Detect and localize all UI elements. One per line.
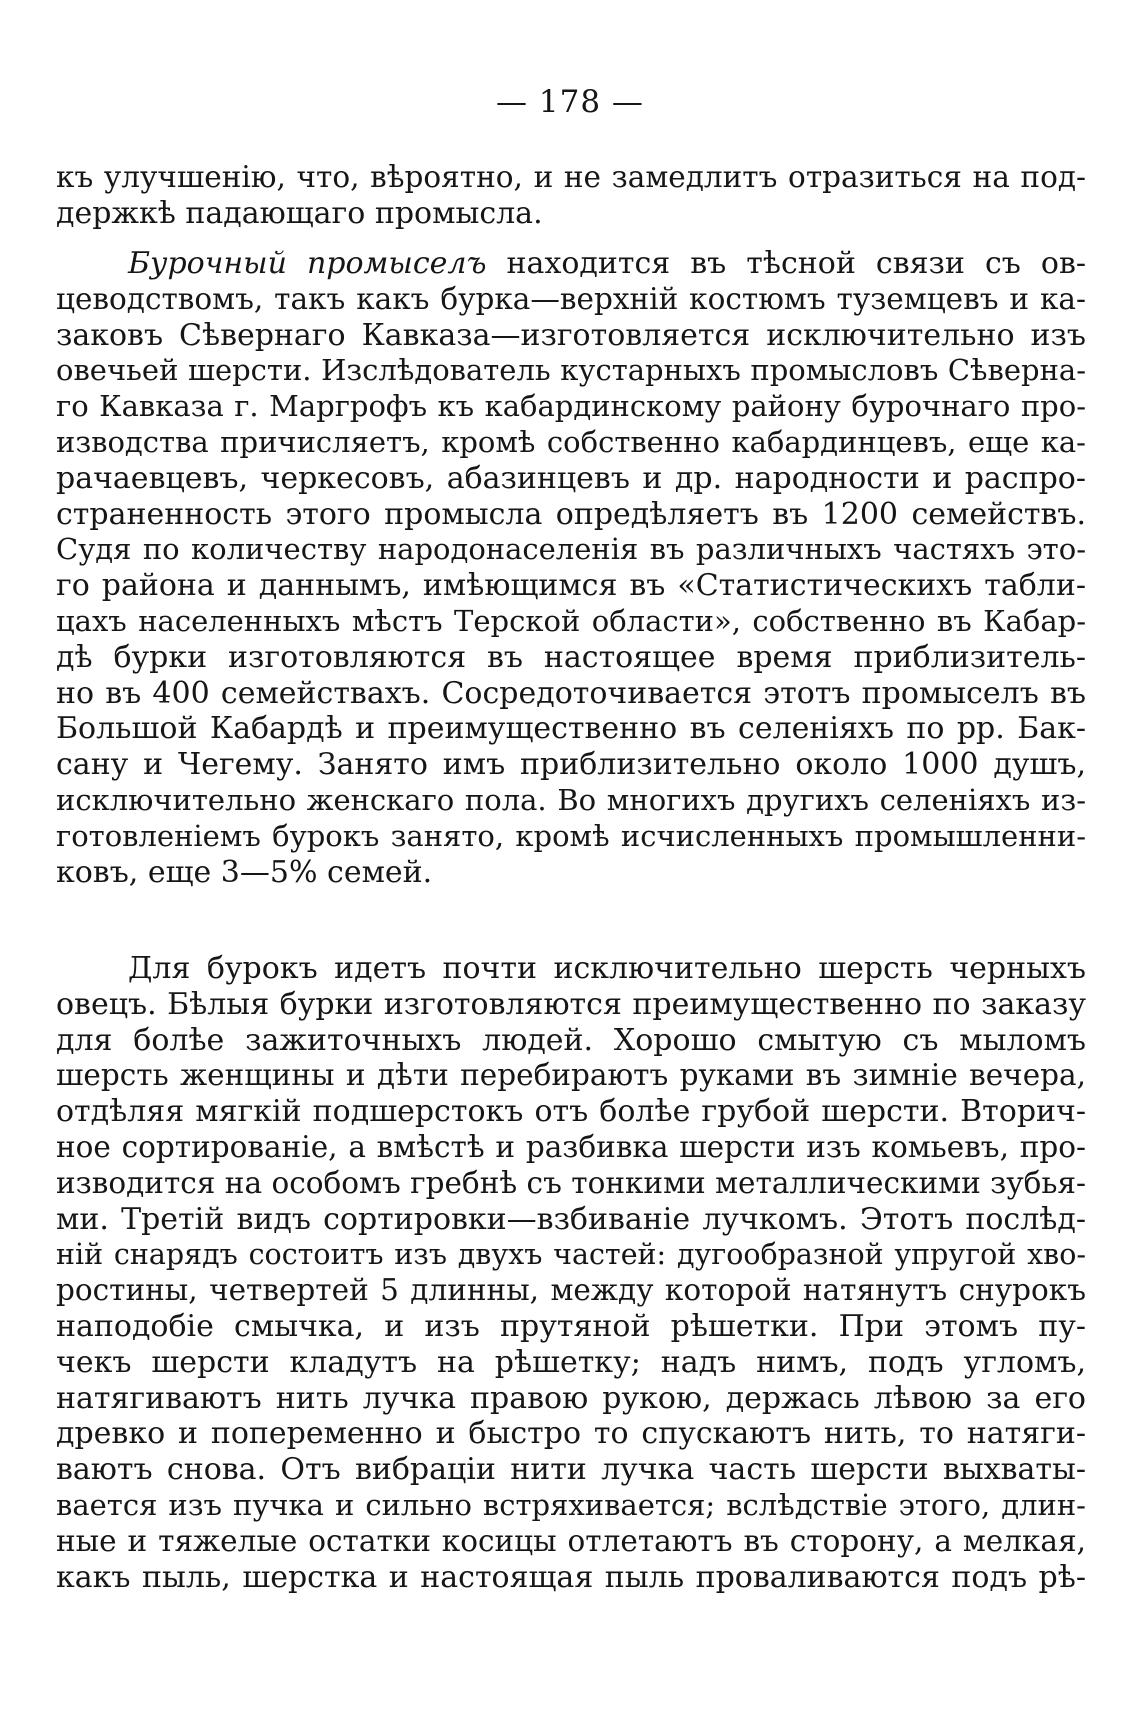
text-line: наподобіе смычка, и изъ прутяной рѣшетки. При этомъ пу- xyxy=(56,1308,1086,1344)
text-line-lead xyxy=(56,246,1086,282)
text-line: къ улучшенію, что, вѣроятно, и не замедлитъ отразиться на под- xyxy=(56,160,1086,194)
text-line: для болѣе зажиточныхъ людей. Хорошо смытую съ мыломъ xyxy=(56,1022,1086,1058)
text-line: отдѣляя мягкій подшерстокъ отъ болѣе грубой шерсти. Вторич- xyxy=(56,1094,1086,1130)
text-line: Для бурокъ идетъ почти исключительно шерсть черныхъ xyxy=(128,951,1086,986)
text-line: ваютъ снова. Отъ вибраціи нити лучка часть шерсти выхваты- xyxy=(56,1452,1086,1488)
paragraph-continuation xyxy=(56,160,1086,232)
paragraph-burka-trade xyxy=(56,246,1086,890)
text-line: страненность этого промысла опредѣляетъ въ 1200 семействъ. xyxy=(56,496,1086,532)
text-line: го Кавказа г. Маргрофъ къ кабардинскому району бурочнаго про- xyxy=(56,389,1086,424)
text-line: изводства причисляетъ, кромѣ собственно кабардинцевъ, еще ка- xyxy=(56,424,1086,459)
page-number: — 178 — xyxy=(496,84,644,120)
lead-text: находится въ тѣсной связи съ ов- xyxy=(486,246,1086,281)
text-line: ковъ, еще 3—5% семей. xyxy=(56,854,433,890)
text-line: цеводствомъ, такъ какъ бурка—верхній костюмъ туземцевъ и ка- xyxy=(56,281,1086,316)
text-line: Большой Кабардѣ и преимущественно въ селеніяхъ по рр. Бак- xyxy=(56,711,1086,747)
text-line: цахъ населенныхъ мѣстъ Терской области», собственно въ Кабар- xyxy=(56,603,1086,638)
text-line: ное сортированіе, а вмѣстѣ и разбивка шерсти изъ комьевъ, про- xyxy=(56,1129,1086,1164)
text-line: овецъ. Бѣлыя бурки изготовляются преимущественно по заказу xyxy=(56,986,1086,1022)
text-line: овечьей шерсти. Изслѣдователь кустарныхъ промысловъ Сѣверна- xyxy=(56,353,1086,388)
text-line: какъ пыль, шерстка и настоящая пыль проваливаются подъ рѣ- xyxy=(56,1559,1086,1595)
text-line: ній снарядъ состоитъ изъ двухъ частей: дугообразной упругой хво- xyxy=(56,1238,1086,1272)
text-line: го района и даннымъ, имѣющимся въ «Статистическихъ табли- xyxy=(56,568,1086,604)
text-line: рачаевцевъ, черкесовъ, абазинцевъ и др. народности и распро- xyxy=(56,460,1086,496)
text-line: но въ 400 семействахъ. Сосредоточивается этотъ промыселъ въ xyxy=(56,675,1086,711)
text-line: Судя по количеству народонаселенія въ различныхъ частяхъ это- xyxy=(56,532,1086,567)
section-term: Бурочный промыселъ xyxy=(128,246,487,281)
text-line: ми. Третій видъ сортировки—взбиваніе лучкомъ. Этотъ послѣд- xyxy=(56,1201,1086,1237)
text-line: держкѣ падающаго промысла. xyxy=(56,195,543,231)
text-line: готовленіемъ бурокъ занято, кромѣ исчисленныхъ промышленни- xyxy=(56,818,1086,853)
text-line: натягиваютъ нить лучка правою рукою, держась лѣвою за его xyxy=(56,1380,1086,1416)
text-line: исключительно женскаго пола. Во многихъ другихъ селеніяхъ из- xyxy=(56,782,1086,817)
text-line: вается изъ пучка и сильно встряхивается; вслѣдствіе этого, длин- xyxy=(56,1487,1086,1522)
text-line: заковъ Сѣвернаго Кавказа—изготовляется исключительно изъ xyxy=(56,317,1086,353)
text-line: шерсть женщины и дѣти перебираютъ руками въ зимніе вечера, xyxy=(56,1058,1086,1093)
text-line: чекъ шерсти кладутъ на рѣшетку; надъ нимъ, подъ угломъ, xyxy=(56,1344,1086,1380)
text-line: сану и Чегему. Занято имъ приблизительно около 1000 душъ, xyxy=(56,747,1086,783)
text-line: изводится на особомъ гребнѣ съ тонкими металлическими зубья- xyxy=(56,1165,1086,1200)
paragraph-wool-processing xyxy=(56,951,1086,1595)
text-line: ростины, четвертей 5 длинны, между которой натянутъ снурокъ xyxy=(56,1273,1086,1308)
text-line: ные и тяжелые остатки косицы отлетаютъ въ сторону, а мелкая, xyxy=(56,1523,1086,1558)
text-line: древко и попеременно и быстро то спускаютъ нить, то натяги- xyxy=(56,1416,1086,1452)
text-line: дѣ бурки изготовляются въ настоящее время приблизитель- xyxy=(56,639,1086,675)
